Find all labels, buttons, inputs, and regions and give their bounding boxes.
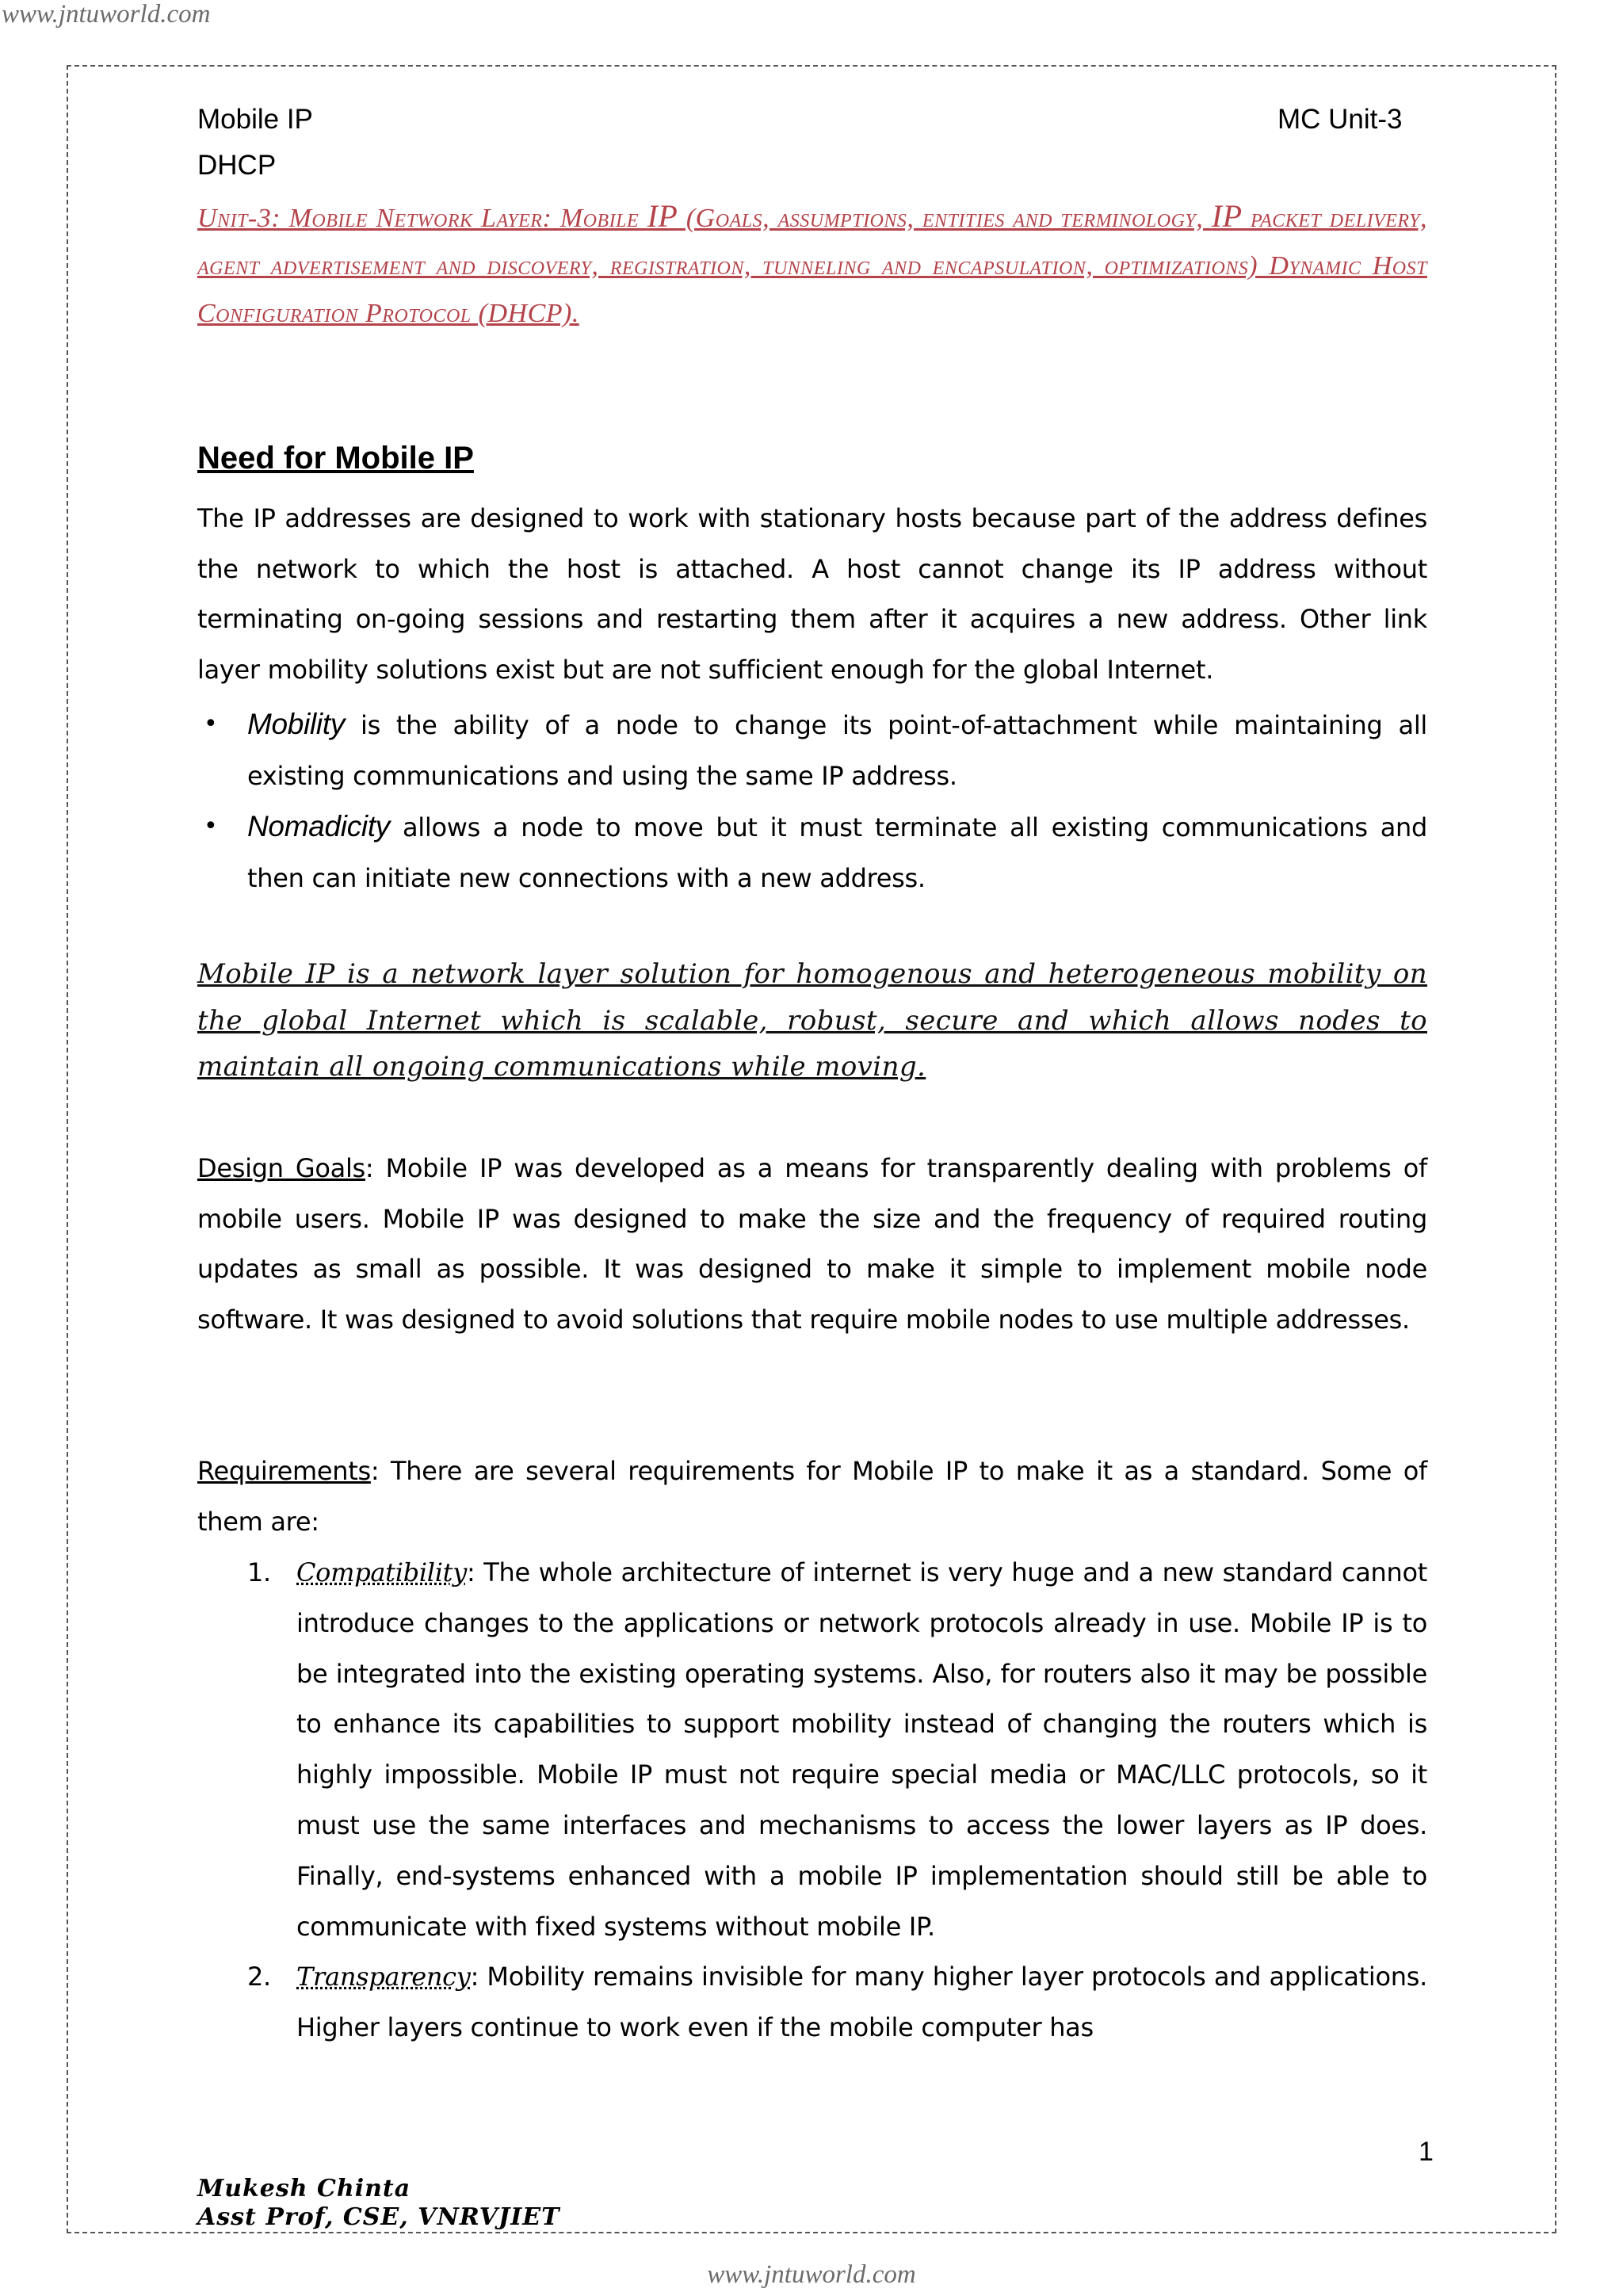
title-part-2: (Goals, assumptions, entities and terminology, — [678, 204, 1212, 233]
title-ip-1: IP — [647, 198, 678, 234]
design-goals-paragraph — [197, 1144, 1427, 1345]
item-number: 1. — [247, 1557, 271, 1587]
bullet-icon: • — [204, 710, 218, 738]
requirements-label: Requirements — [197, 1456, 371, 1486]
requirements-paragraph — [197, 1446, 1427, 1547]
list-item — [197, 801, 1427, 904]
list-item — [197, 1952, 1427, 2053]
list-item — [197, 1548, 1427, 1952]
item-text: : The whole architecture of internet is very huge and a new standard cannot introduce changes to the applications or network protocols already in use. Mobile IP is to be integrated into the existing operating systems. Also, for routers also it may be possible to enhance its capabilities to support mobility instead of changing the routers which is highly impossible. Mobile IP must not require special media or MAC/LLC protocols, so it must use the same interfaces and mechanisms to access the lower layers as IP does. Finally, end-systems enhanced with a mobile IP implementation should still be able to communicate with fixed systems without mobile IP. — [296, 1557, 1427, 1942]
unit-title — [197, 193, 1427, 338]
definition-list — [197, 699, 1427, 904]
watermark-top: www.jntuworld.com — [2, 0, 211, 29]
header-left — [197, 97, 313, 189]
title-ip-2: IP — [1211, 198, 1243, 234]
intro-paragraph: The IP addresses are designed to work with stationary hosts because part of the address defines the network to which the host is attached. A host cannot change its IP address without terminating on-going sessions and restarting them after it acquires a new address. Other link layer mobility solutions exist but are not sufficient enough for the global Internet. — [197, 503, 1427, 685]
author-name: Mukesh Chinta — [197, 2175, 411, 2202]
watermark-bottom: www.jntuworld.com — [707, 2260, 916, 2289]
requirements-text: : There are several requirements for Mobile IP to make it as a standard. Some of them are: — [197, 1456, 1427, 1537]
bullet-text: is the ability of a node to change its point-of-attachment while maintaining all existing communications and using the same IP address. — [247, 710, 1427, 791]
design-goals-text: : Mobile IP was developed as a means for transparently dealing with problems of mobile users. Mobile IP was designed to make the size and the frequency of required routing updates as small as possible. It was designed to make it simple to implement mobile node software. It was designed to avoid solutions that require mobile nodes to use multiple addresses. — [197, 1153, 1427, 1335]
author-designation: Asst Prof, CSE, VNRVJIET — [197, 2203, 560, 2231]
bullet-text: allows a node to move but it must terminate all existing communications and then can initiate new connections with a new address. — [247, 812, 1427, 893]
author-signature — [197, 2175, 559, 2232]
bullet-icon: • — [204, 812, 218, 840]
header-topic: Mobile IP — [197, 104, 313, 135]
definition-quote: Mobile IP is a network layer solution for homogenous and heterogeneous mobility on the global Internet which is scalable, robust, secure and which allows nodes to maintain all ongoing communications while moving. — [197, 958, 1427, 1083]
page-number: 1 — [1419, 2137, 1434, 2167]
item-term: Transparency — [296, 1962, 471, 1992]
item-text: : Mobility remains invisible for many higher layer protocols and applications. Higher layers continue to work even if the mobile computer has — [296, 1962, 1427, 2043]
bullet-term: Nomadicity — [247, 810, 390, 842]
bullet-term: Mobility — [247, 708, 346, 740]
title-part-1: Unit-3: Mobile Network Layer: Mobile — [197, 204, 647, 233]
requirements-list — [197, 1548, 1427, 2053]
design-goals-label: Design Goals — [197, 1153, 365, 1183]
section-heading: Need for Mobile IP — [197, 441, 474, 476]
item-number: 2. — [247, 1962, 271, 1992]
list-item — [197, 699, 1427, 801]
title-part-3: packet delivery, agent advertisement and discovery, registration, tunneling and encapsulation, optimizations) Dynamic Host Configuration Protocol (DHCP). — [197, 204, 1428, 328]
header-subtopic: DHCP — [197, 150, 277, 181]
header-unit: MC Unit-3 — [1277, 104, 1403, 135]
item-term: Compatibility — [296, 1557, 467, 1587]
